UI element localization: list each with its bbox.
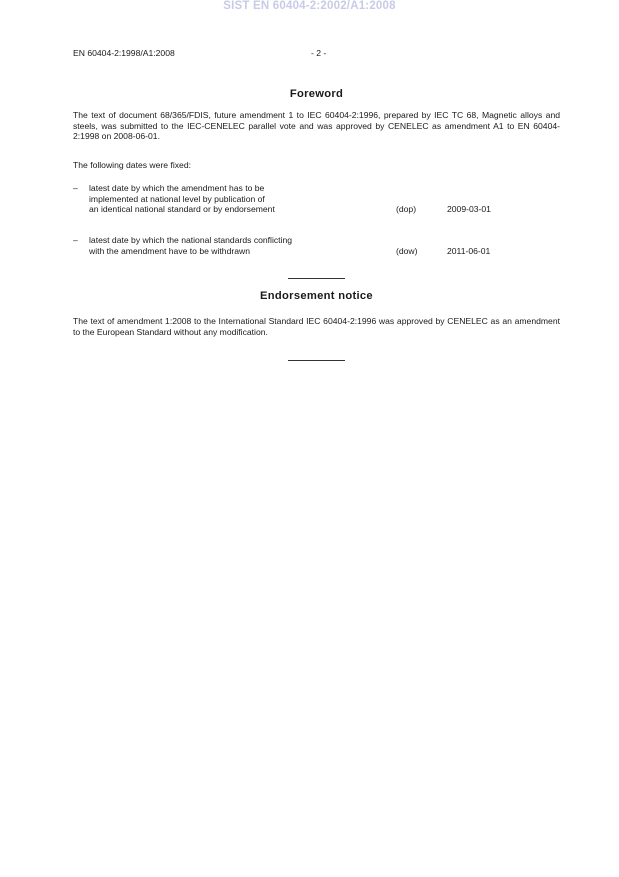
date-item-dow: [73, 235, 560, 257]
date-value: 2011-06-01: [447, 245, 491, 256]
watermark: SIST EN 60404-2:2002/A1:2008: [223, 0, 396, 12]
foreword-title: Foreword: [289, 88, 344, 100]
date-item-line: latest date by which the national standards conflicting: [89, 235, 293, 245]
date-value: 2009-03-01: [447, 204, 491, 215]
section-divider: [288, 278, 345, 279]
bullet-dash: –: [73, 235, 78, 245]
date-item-dop: [73, 183, 560, 217]
endorsement-paragraph: The text of amendment 1:2008 to the International Standard IEC 60404-2:1996 was approved by CENELEC as an amendment to the European Standard without any modification.: [73, 316, 560, 337]
date-item-line: an identical national standard or by endorsement: [89, 204, 275, 215]
document-id: EN 60404-2:1998/A1:2008: [73, 48, 175, 58]
dates-intro: The following dates were fixed:: [73, 160, 191, 170]
page-number: - 2 -: [311, 48, 327, 58]
date-abbr: (dow): [396, 245, 418, 256]
date-abbr: (dop): [396, 204, 417, 215]
foreword-paragraph: The text of document 68/365/FDIS, future amendment 1 to IEC 60404-2:1996, prepared by IEC TC 68, Magnetic alloys and steels, was submitted to the IEC-CENELEC parallel vote and was approved by CENELEC as amendment A1 to EN 60404-2:1998 on 2008-06-01.: [73, 110, 560, 142]
bullet-dash: –: [73, 183, 78, 193]
date-item-text: [89, 183, 389, 215]
date-item-line: with the amendment have to be withdrawn: [89, 245, 250, 256]
endorsement-title: Endorsement notice: [260, 290, 373, 302]
date-item-text: [89, 235, 389, 256]
section-divider: [288, 360, 345, 361]
date-item-line: latest date by which the amendment has to be: [89, 183, 265, 193]
date-item-line: implemented at national level by publication of: [89, 193, 265, 204]
